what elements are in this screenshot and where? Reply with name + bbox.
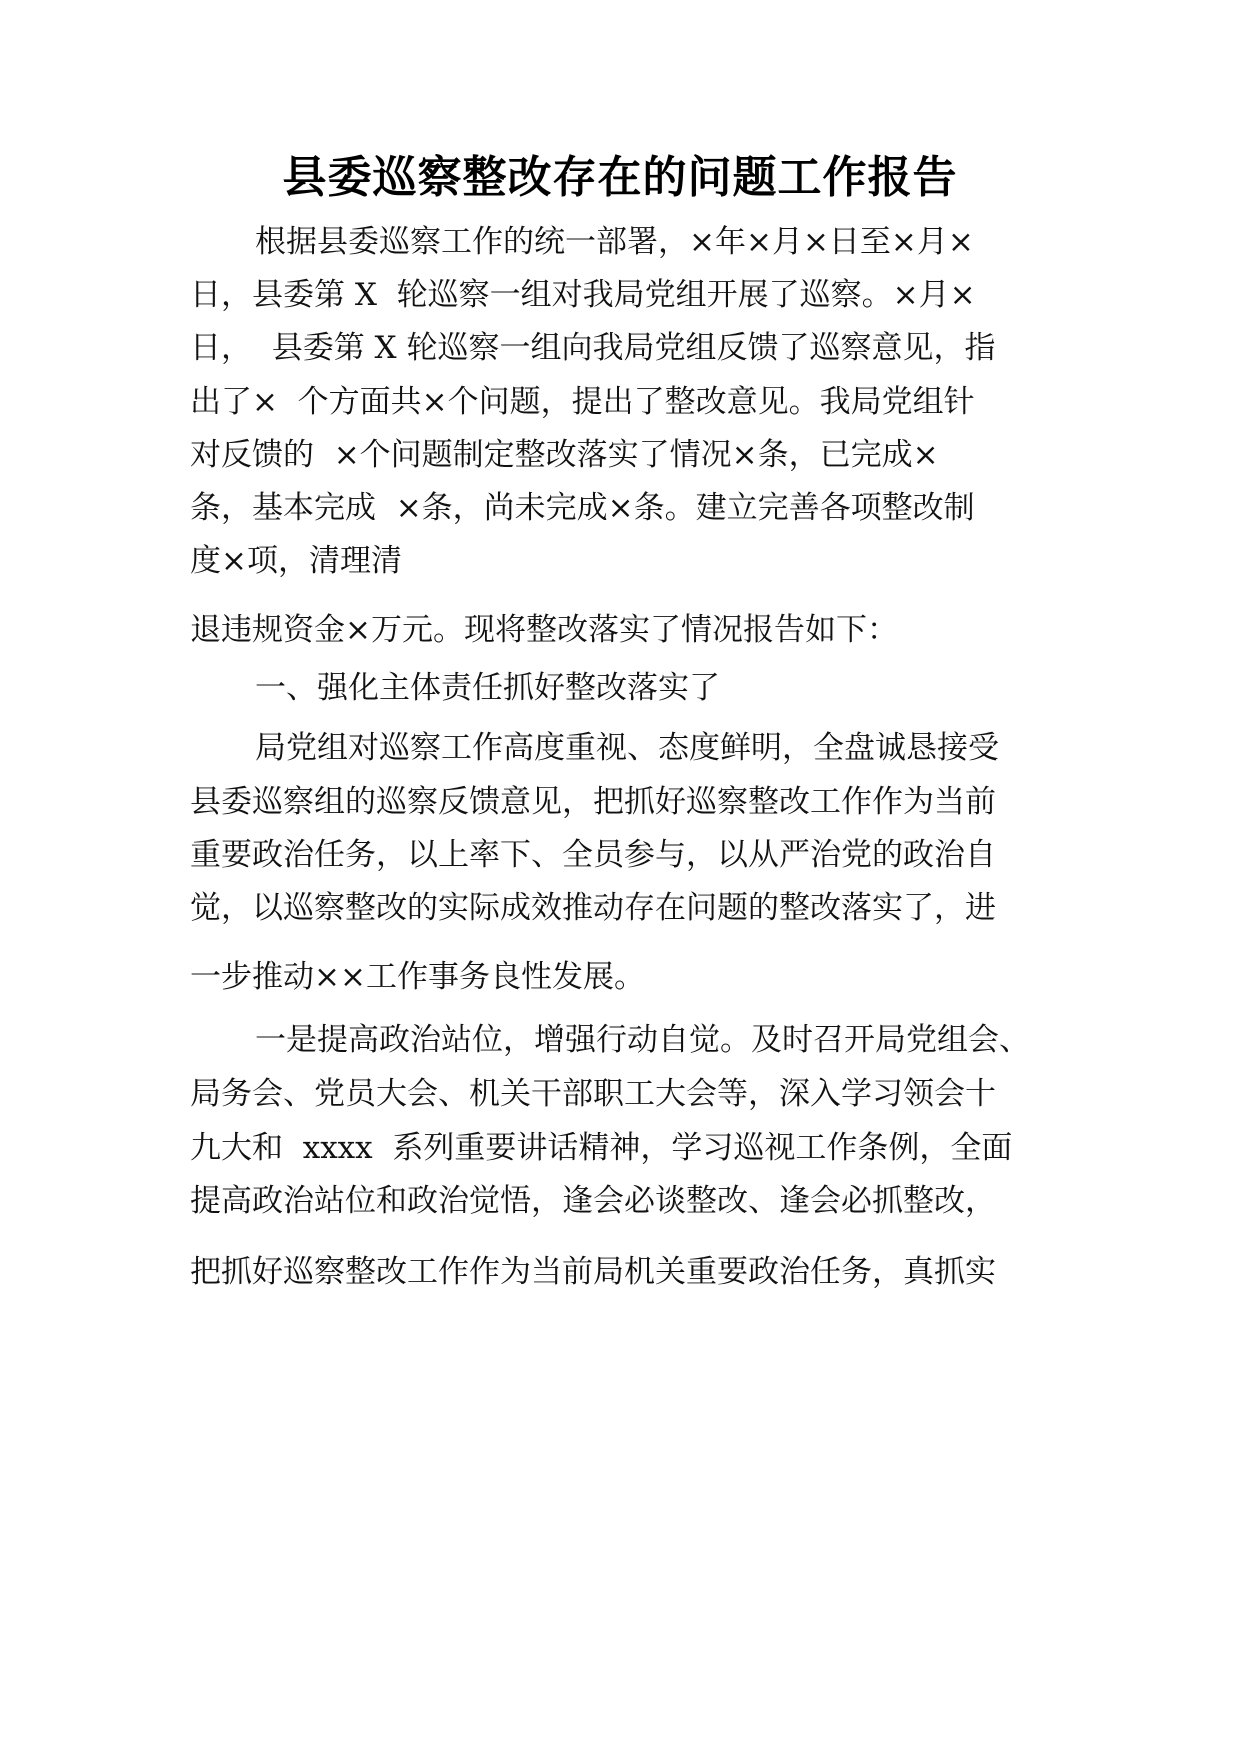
paragraph-line: 对反馈的 ×个问题制定整改落实了情况×条，已完成× [190, 437, 939, 473]
paragraph-line: 退违规资金×万元。现将整改落实了情况报告如下： [190, 612, 898, 648]
section-heading: 一、强化主体责任抓好整改落实了 [255, 670, 720, 706]
paragraph-line: 日， 县委第 X 轮巡察一组向我局党组反馈了巡察意见，指 [190, 330, 996, 366]
paragraph-line: 局务会、党员大会、机关干部职工大会等，深入学习领会十 [190, 1076, 996, 1112]
document-title: 县委巡察整改存在的问题工作报告 [282, 152, 958, 203]
paragraph-line: 县委巡察组的巡察反馈意见，把抓好巡察整改工作作为当前 [190, 784, 996, 820]
paragraph-line: 重要政治任务，以上率下、全员参与，以从严治党的政治自 [190, 837, 996, 873]
paragraph-line: 度×项，清理清 [190, 543, 402, 579]
paragraph-line: 觉，以巡察整改的实际成效推动存在问题的整改落实了，进 [190, 890, 996, 926]
paragraph-line: 九大和 xxxx 系列重要讲话精神，学习巡视工作条例，全面 [190, 1130, 1013, 1166]
paragraph-line: 根据县委巡察工作的统一部署，×年×月×日至×月× [255, 224, 974, 260]
paragraph-line: 一步推动××工作事务良性发展。 [190, 959, 645, 995]
paragraph-line: 提高政治站位和政治觉悟，逢会必谈整改、逢会必抓整改， [190, 1183, 996, 1219]
paragraph-line: 把抓好巡察整改工作作为当前局机关重要政治任务，真抓实 [190, 1254, 996, 1290]
paragraph-line: 日，县委第 X 轮巡察一组对我局党组开展了巡察。×月× [190, 277, 976, 313]
paragraph-line: 出了× 个方面共×个问题，提出了整改意见。我局党组针 [190, 384, 975, 420]
paragraph-line: 一是提高政治站位，增强行动自觉。及时召开局党组会、 [255, 1022, 1030, 1058]
paragraph-line: 条，基本完成 ×条，尚未完成×条。建立完善各项整改制 [190, 490, 975, 526]
paragraph-line: 局党组对巡察工作高度重视、态度鲜明，全盘诚恳接受 [255, 730, 999, 766]
